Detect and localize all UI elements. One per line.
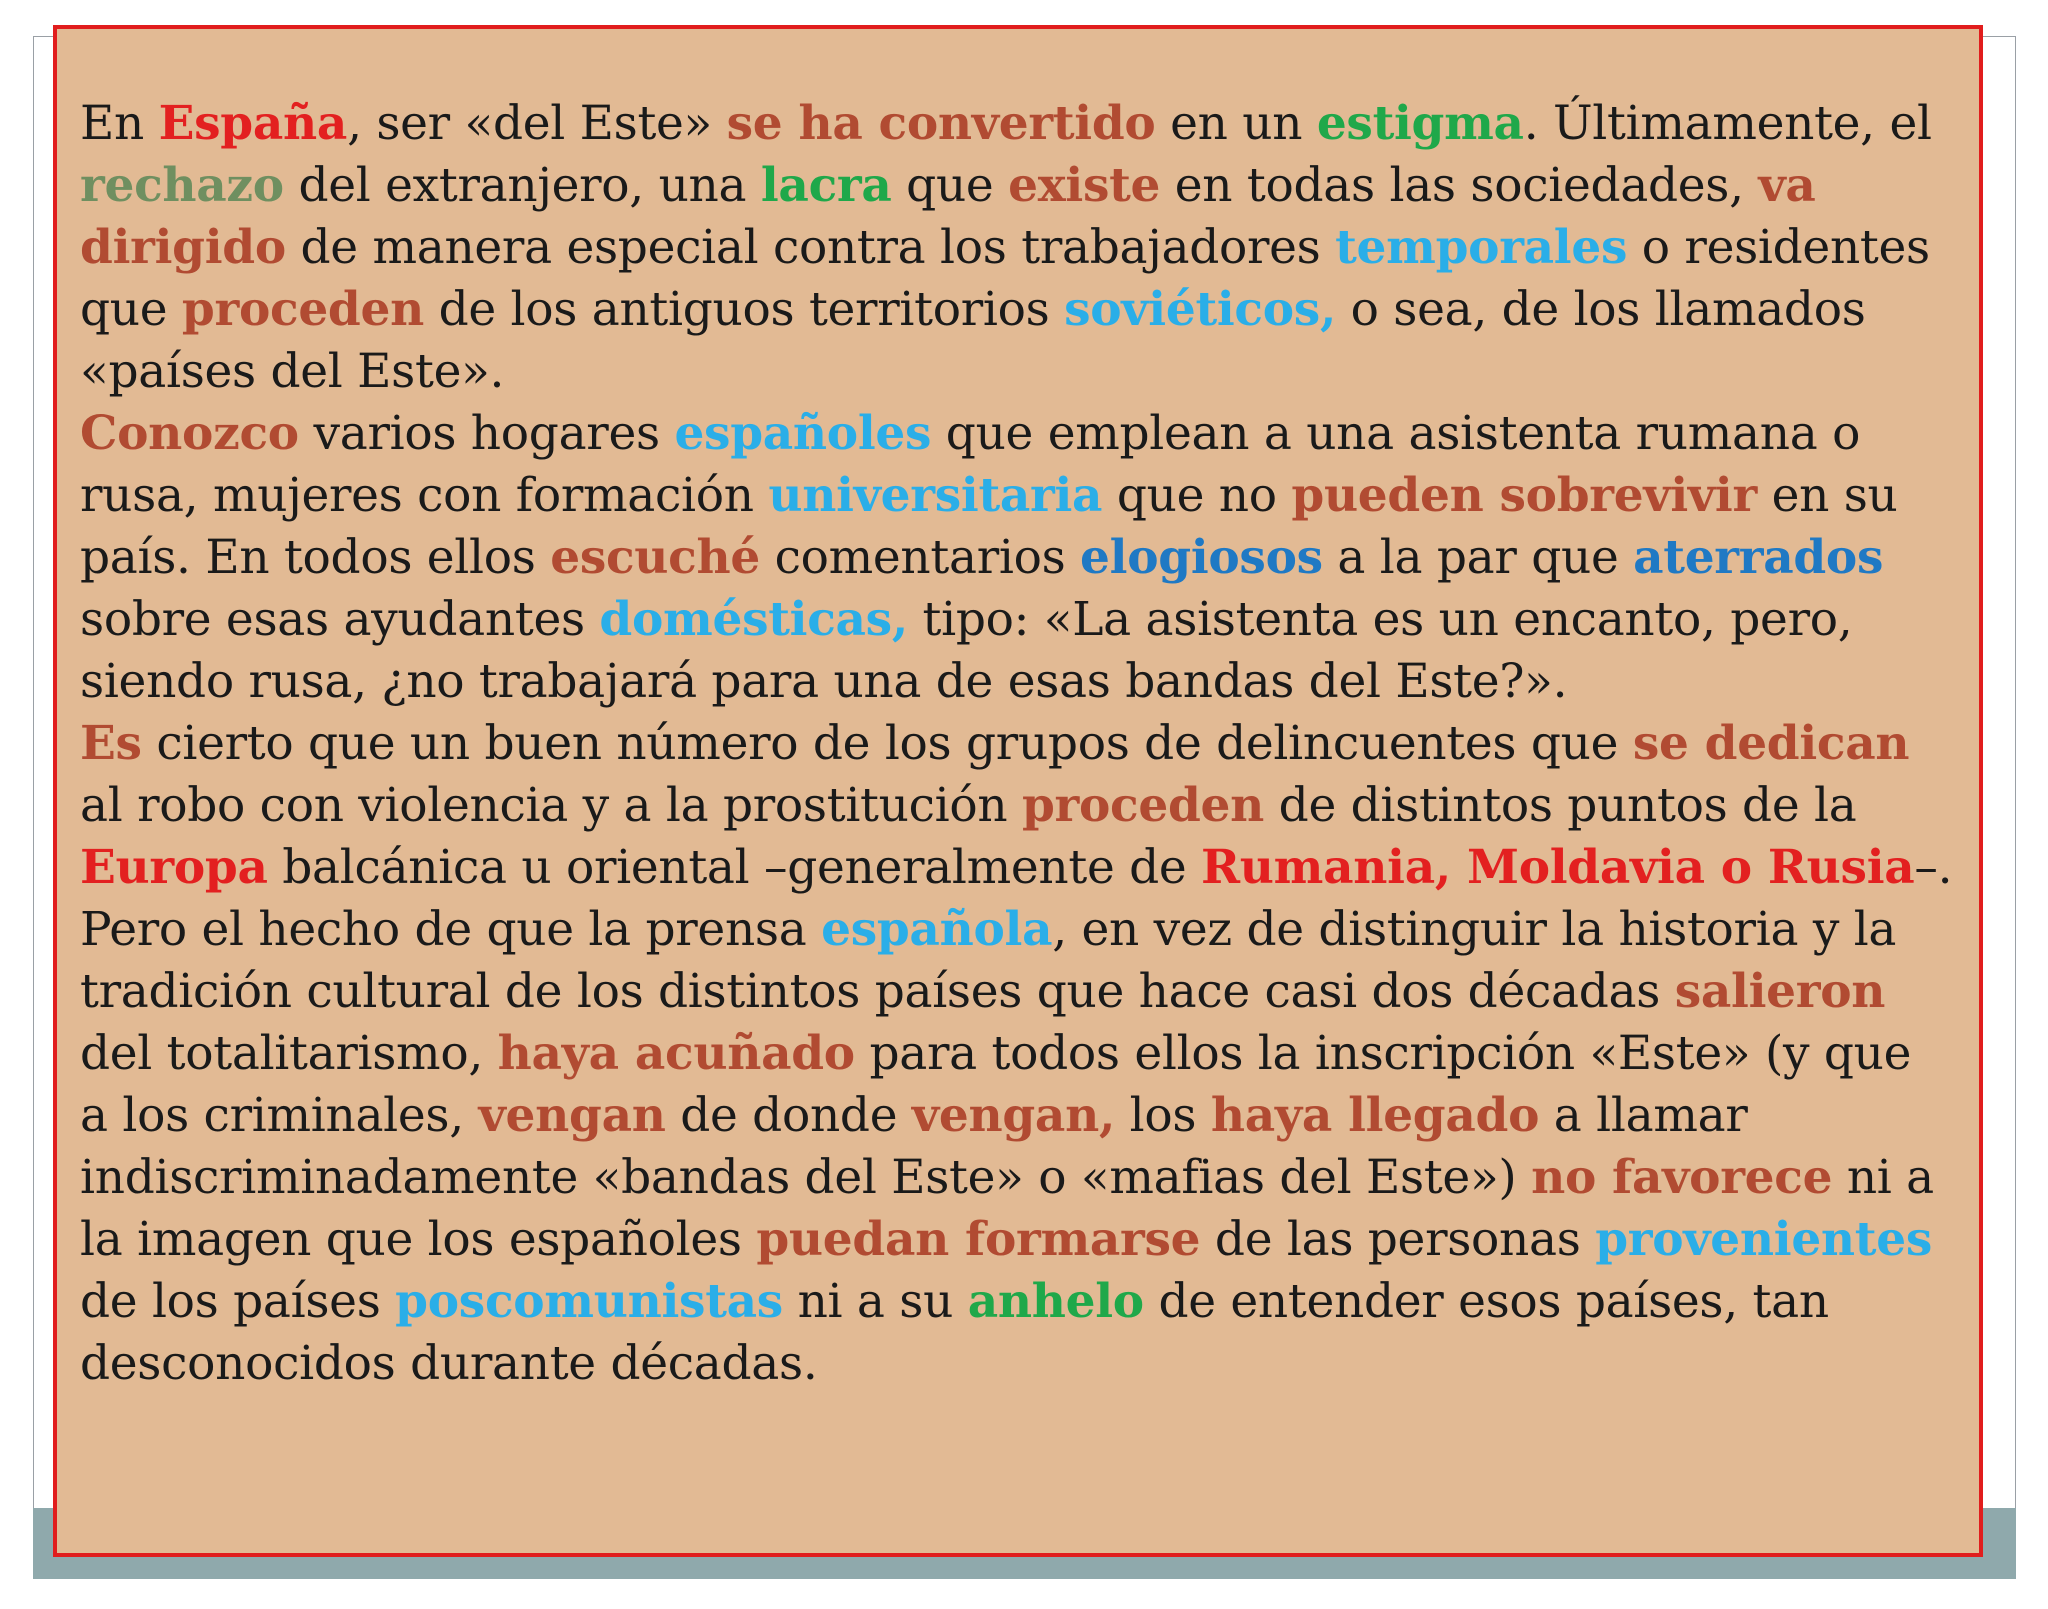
highlighted-term: vengan [478, 1088, 666, 1143]
highlighted-term: puedan formarse [756, 1212, 1201, 1267]
highlighted-term: elogiosos [1080, 530, 1323, 585]
highlighted-term: se dedican [1632, 716, 1910, 771]
text-run: comentarios [759, 530, 1081, 585]
paragraph-2 [80, 403, 1953, 713]
highlighted-term: existe [1008, 158, 1161, 213]
highlighted-term: temporales [1335, 220, 1628, 275]
paragraph-1 [80, 93, 1953, 403]
highlighted-term: anhelo [967, 1274, 1144, 1329]
text-run: de los antiguos territorios [423, 282, 1065, 337]
text-run: , ser «del Este» [347, 96, 727, 151]
highlighted-term: pueden sobrevivir [1291, 468, 1757, 523]
text-run: que [891, 158, 1009, 213]
highlighted-term: se ha convertido [726, 96, 1156, 151]
text-run: del totalitarismo, [80, 1026, 498, 1081]
highlighted-term: va dirigido [80, 158, 1816, 275]
highlighted-term: haya llegado [1210, 1088, 1540, 1143]
text-run: En [80, 96, 159, 151]
highlighted-term: aterrados [1633, 530, 1884, 585]
highlighted-term: Es [80, 716, 142, 771]
highlighted-term: provenientes [1595, 1212, 1932, 1267]
highlighted-term: Europa [80, 840, 268, 895]
text-run: de manera especial contra los trabajadores [285, 220, 1336, 275]
text-run: que no [1102, 468, 1292, 523]
text-run: sobre esas ayudantes [80, 592, 600, 647]
text-run: a llamar indiscriminadamente «bandas del Este» o «mafias del Este») [80, 1088, 1748, 1205]
text-run: de las personas [1200, 1212, 1596, 1267]
text-run: o residentes que [80, 220, 1930, 337]
highlighted-term: estigma [1316, 96, 1524, 151]
highlighted-term: no favorece [1531, 1150, 1833, 1205]
highlighted-term: escuché [550, 530, 760, 585]
highlighted-term: lacra [760, 158, 892, 213]
text-run: al robo con violencia y a la prostitución [80, 778, 1022, 833]
text-run: . Últimamente, el [1523, 96, 1932, 151]
highlighted-term: española [821, 902, 1053, 957]
highlighted-term: España [158, 96, 348, 151]
text-run: del extranjero, una [283, 158, 761, 213]
highlighted-term: proceden [1021, 778, 1265, 833]
text-run: en un [1155, 96, 1317, 151]
highlighted-term: salieron [1674, 964, 1886, 1019]
highlighted-term: domésticas, [599, 592, 908, 647]
text-run: para todos ellos la inscripción «Este» (y que a los criminales, [80, 1026, 1912, 1143]
highlighted-term: Conozco [80, 406, 299, 461]
text-run: en su país. En todos ellos [80, 468, 1898, 585]
paragraph-3 [80, 713, 1953, 1395]
highlighted-term: universitaria [768, 468, 1103, 523]
text-run: de los países [80, 1274, 396, 1329]
highlighted-term: soviéticos, [1064, 282, 1337, 337]
highlighted-term: españoles [674, 406, 932, 461]
highlighted-term: poscomunistas [395, 1274, 783, 1329]
text-run: o sea, de los llamados «países del Este». [80, 282, 1866, 399]
text-run: de entender esos países, tan desconocidos durante décadas. [80, 1274, 1829, 1391]
text-run: ni a su [782, 1274, 968, 1329]
text-run: a la par que [1322, 530, 1634, 585]
highlighted-term: proceden [181, 282, 424, 337]
text-run: ni a la imagen que los españoles [80, 1150, 1934, 1267]
highlighted-term: vengan, [911, 1088, 1116, 1143]
text-run: en todas las sociedades, [1160, 158, 1759, 213]
text-box [53, 25, 1983, 1557]
highlighted-term: rechazo [80, 158, 284, 213]
text-run: de distintos puntos de la [1264, 778, 1857, 833]
text-run: tipo: «La asistenta es un encanto, pero, siendo rusa, ¿no trabajará para una de esas bandas del Este?». [80, 592, 1853, 709]
highlighted-term: Rumania, Moldavia o Rusia [1201, 840, 1915, 895]
text-run: varios hogares [298, 406, 675, 461]
text-run: los [1115, 1088, 1211, 1143]
text-run: –. Pero el hecho de que la prensa [80, 840, 1953, 957]
text-run: balcánica u oriental –generalmente de [267, 840, 1202, 895]
text-run: , en vez de distinguir la historia y la tradición cultural de los distintos países que hace casi dos décadas [80, 902, 1897, 1019]
text-run: cierto que un buen número de los grupos de delincuentes que [141, 716, 1633, 771]
highlighted-term: haya acuñado [497, 1026, 855, 1081]
text-run: de donde [665, 1088, 912, 1143]
text-run: que emplean a una asistenta rumana o rusa, mujeres con formación [80, 406, 1861, 523]
